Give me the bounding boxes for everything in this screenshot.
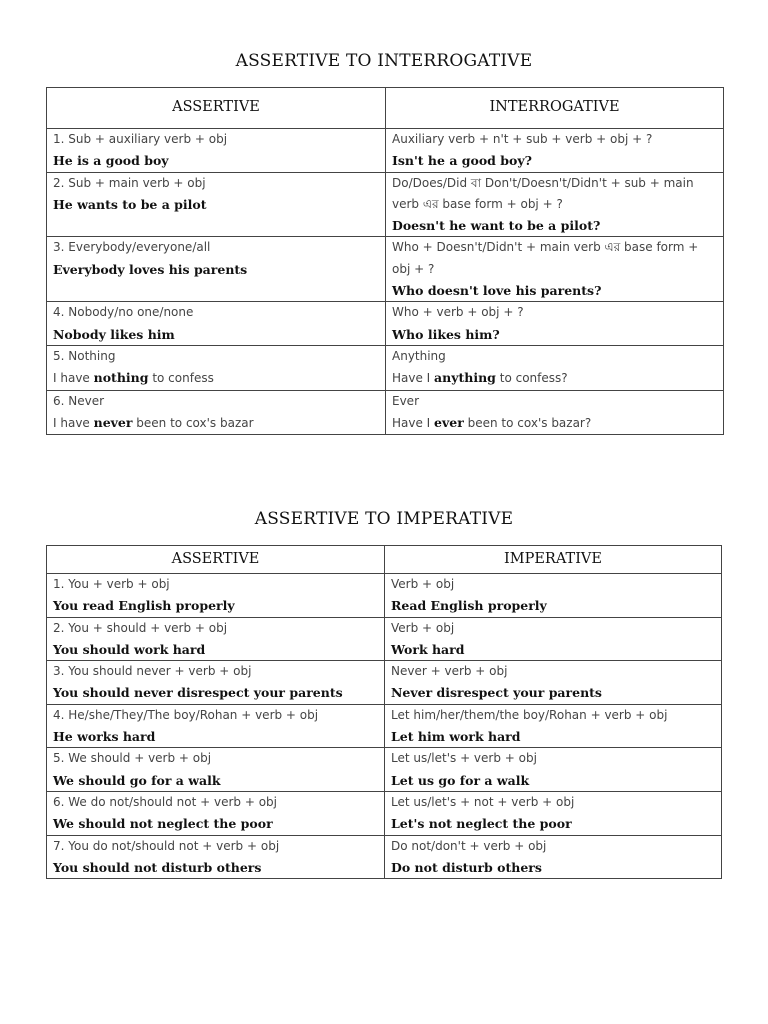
rule-text: verb এর base form + obj + ? — [392, 196, 563, 211]
example-text: Have I — [392, 415, 435, 430]
rule-text: 6. Never — [53, 393, 105, 408]
table-row — [47, 835, 722, 879]
rule-text: 5. We should + verb + obj — [53, 751, 212, 766]
converted-cell — [386, 345, 724, 390]
example-sentence: He wants to be a pilot — [53, 196, 207, 212]
assertive-cell — [47, 302, 386, 346]
assertive-cell — [47, 390, 386, 435]
assertive-cell — [47, 172, 386, 237]
table-row — [47, 791, 722, 835]
rule-text: Who + verb + obj + ? — [392, 305, 524, 320]
rule-text: 2. Sub + main verb + obj — [53, 175, 206, 190]
example-text: to confess — [148, 371, 214, 386]
example-sentence: Let's not neglect the poor — [391, 816, 572, 832]
example-sentence: You should never disrespect your parents — [53, 685, 343, 701]
table-row — [47, 302, 724, 346]
keyword-highlight: never — [93, 414, 133, 430]
assertive-cell — [47, 661, 385, 705]
section-title-interrogative: ASSERTIVE TO INTERROGATIVE — [235, 51, 533, 71]
example-sentence: Let us go for a walk — [391, 772, 530, 788]
example-sentence: Who likes him? — [392, 326, 500, 342]
example-sentence: You should work hard — [53, 641, 206, 657]
example-sentence — [392, 412, 717, 434]
example-sentence: Work hard — [391, 641, 465, 657]
rule-text: 3. Everybody/everyone/all — [53, 240, 211, 255]
example-sentence: Who doesn't love his parents? — [392, 283, 602, 299]
example-sentence: You read English properly — [53, 598, 235, 614]
rule-text: Do not/don't + verb + obj — [391, 838, 547, 853]
rule-text: 2. You + should + verb + obj — [53, 620, 228, 635]
example-sentence: Everybody loves his parents — [53, 261, 248, 277]
assertive-cell — [47, 574, 385, 618]
assertive-cell — [47, 345, 386, 390]
rule-text: Do/Does/Did বা Don't/Doesn't/Didn't + sub + main — [392, 175, 694, 190]
rule-text: Verb + obj — [391, 577, 455, 591]
keyword-highlight: nothing — [93, 370, 149, 386]
example-sentence: You should not disturb others — [53, 859, 262, 875]
table-row — [47, 345, 724, 390]
converted-cell — [386, 302, 724, 346]
example-sentence: Isn't he a good boy? — [392, 153, 532, 169]
rule-text: 4. He/she/They/The boy/Rohan + verb + obj — [53, 707, 319, 722]
converted-cell — [385, 791, 722, 835]
example-sentence: We should go for a walk — [53, 772, 221, 788]
converted-cell — [386, 129, 724, 173]
table-row — [47, 617, 722, 661]
column-header-imperative: IMPERATIVE — [385, 546, 722, 574]
converted-cell — [385, 704, 722, 748]
converted-cell — [385, 661, 722, 705]
rule-text: 5. Nothing — [53, 348, 116, 363]
assertive-cell — [47, 617, 385, 661]
example-sentence: Let him work hard — [391, 729, 521, 745]
converted-cell — [385, 574, 722, 618]
keyword-highlight: ever — [434, 414, 464, 430]
interrogative-rows — [47, 129, 724, 435]
rule-text: Let us/let's + not + verb + obj — [391, 794, 575, 809]
example-text: been to cox's bazar? — [463, 415, 592, 430]
column-header-interrogative: INTERROGATIVE — [386, 88, 724, 129]
imperative-table — [46, 545, 722, 879]
rule-text: Who + Doesn't/Didn't + main verb এর base form + — [392, 240, 699, 255]
rule-text: Ever — [392, 393, 419, 408]
converted-cell — [385, 835, 722, 879]
converted-cell — [385, 748, 722, 792]
column-header-assertive: ASSERTIVE — [47, 88, 386, 129]
column-header-assertive: ASSERTIVE — [47, 546, 385, 574]
assertive-cell — [47, 129, 386, 173]
example-sentence: He works hard — [53, 729, 156, 745]
example-sentence — [392, 367, 717, 389]
example-text: to confess? — [495, 371, 568, 386]
converted-cell — [386, 390, 724, 435]
imperative-rows — [47, 574, 722, 879]
example-text: I have — [53, 415, 94, 430]
rule-text: 1. Sub + auxiliary verb + obj — [53, 132, 228, 146]
example-sentence: We should not neglect the poor — [53, 816, 273, 832]
rule-text: Let him/her/them/the boy/Rohan + verb + obj — [391, 707, 668, 722]
table-row — [47, 748, 722, 792]
example-sentence: Doesn't he want to be a pilot? — [392, 218, 601, 234]
rule-text: obj + ? — [392, 261, 435, 276]
example-sentence: Read English properly — [391, 598, 547, 614]
converted-cell — [386, 172, 724, 237]
keyword-highlight: anything — [434, 370, 496, 386]
example-sentence: Do not disturb others — [391, 859, 542, 875]
assertive-cell — [47, 237, 386, 302]
table-row — [47, 704, 722, 748]
interrogative-table — [46, 87, 724, 435]
example-sentence — [53, 412, 379, 434]
assertive-cell — [47, 748, 385, 792]
converted-cell — [385, 617, 722, 661]
example-text: Have I — [392, 371, 435, 386]
example-sentence: Nobody likes him — [53, 326, 175, 342]
example-sentence: He is a good boy — [53, 153, 169, 169]
table-row — [47, 574, 722, 618]
rule-text: Anything — [392, 348, 446, 363]
table-row — [47, 129, 724, 173]
rule-text: 3. You should never + verb + obj — [53, 664, 252, 679]
table-row — [47, 172, 724, 237]
rule-text: 1. You + verb + obj — [53, 577, 170, 591]
table-row — [47, 661, 722, 705]
table-row — [47, 390, 724, 435]
assertive-cell — [47, 791, 385, 835]
example-sentence — [53, 367, 379, 389]
rule-text: 6. We do not/should not + verb + obj — [53, 794, 278, 809]
rule-text: Verb + obj — [391, 620, 455, 635]
rule-text: Let us/let's + verb + obj — [391, 751, 537, 766]
example-text: I have — [53, 371, 94, 386]
section-title-imperative: ASSERTIVE TO IMPERATIVE — [254, 509, 514, 529]
assertive-cell — [47, 835, 385, 879]
rule-text: 7. You do not/should not + verb + obj — [53, 838, 280, 853]
example-text: been to cox's bazar — [132, 415, 254, 430]
example-sentence: Never disrespect your parents — [391, 685, 602, 701]
rule-text: 4. Nobody/no one/none — [53, 305, 194, 320]
rule-text: Never + verb + obj — [391, 664, 508, 679]
converted-cell — [386, 237, 724, 302]
table-row — [47, 237, 724, 302]
rule-text: Auxiliary verb + n't + sub + verb + obj + ? — [392, 132, 653, 146]
assertive-cell — [47, 704, 385, 748]
